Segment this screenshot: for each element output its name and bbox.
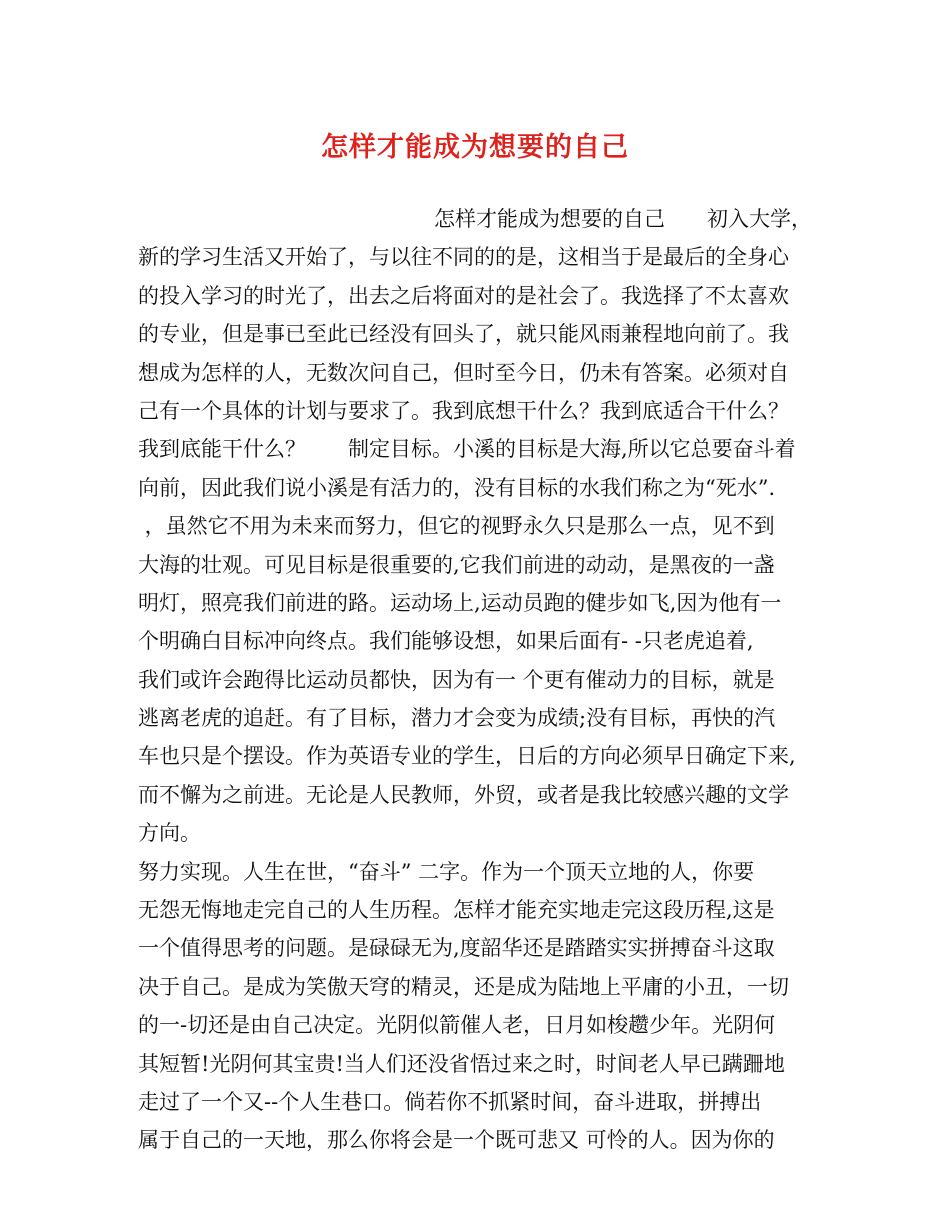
body-line-7: 我到底能干什么？ 制定目标。小溪的目标是大海,所以它总要奋斗着 [138,437,796,462]
body-line-15: 车也只是个摆设。作为英语专业的学生，日后的方向必须早日确定下来, [138,744,796,769]
body-line-22: 的一-切还是由自己决定。光阴似箭催人老，日月如梭趱少年。光阴何 [138,1013,776,1038]
body-line-20: 一个值得思考的问题。是碌碌无为,度韶华还是踏踏实实拼搏奋斗这取 [138,936,775,961]
body-line-18: 努力实现。人生在世，“奋斗” 二字。作为一个顶天立地的人，你要 [138,859,755,884]
body-line-10: 大海的壮观。可见目标是很重要的,它我们前进的动动，是黑夜的一盏 [138,552,775,577]
body-line-19: 无怨无悔地走完自己的人生历程。怎样才能充实地走完这段历程,这是 [138,898,775,923]
body-line-12: 个明确白目标冲向终点。我们能够设想，如果后面有- -只老虎追着, [138,629,754,654]
body-line-17: 方向。 [138,821,201,846]
body-line-16: 而不懈为之前进。无论是人民教师，外贸，或者是我比较感兴趣的文学 [138,782,789,807]
body-line-11: 明灯，照亮我们前进的路。运动场上,运动员跑的健步如飞,因为他有一 [138,590,782,615]
body-line-9: ，虽然它不用为未来而努力，但它的视野永久只是那么一点，见不到 [138,514,775,539]
body-line-13: 我们或许会跑得比运动员都快，因为有一 个更有催动力的目标，就是 [138,667,775,692]
document-title: 怎样才能成为想要的自己 [321,132,629,163]
body-line-2: 新的学习生活又开始了，与以往不同的的是，这相当于是最后的全身心 [138,245,789,270]
body-line-1: 怎样才能成为想要的自己 初入大学， [434,207,812,231]
body-line-21: 决于自己。是成为笑傲天穹的精灵，还是成为陆地上平庸的小丑，一切 [138,974,789,999]
body-line-8: 向前，因此我们说小溪是有活力的，没有目标的水我们称之为“死水”. [138,475,776,500]
body-line-3: 的投入学习的时光了，出去之后将面对的是社会了。我选择了不太喜欢 [138,283,789,308]
body-line-14: 逃离老虎的追赶。有了目标，潜力才会变为成绩;没有目标，再快的汽 [138,706,776,731]
body-line-24: 走过了一个又--个人生巷口。倘若你不抓紧时间，奋斗进取，拼搏出 [138,1089,762,1114]
document-body [138,200,818,1160]
body-line-25: 属于自己的一天地，那么你将会是一个既可悲又 可怜的人。因为你的 [138,1128,775,1153]
body-line-4: 的专业，但是事已至此已经没有回头了，就只能风雨兼程地向前了。我 [138,322,789,347]
body-line-5: 想成为怎样的人，无数次问自己，但时至今日，仍未有答案。必须对自 [138,360,789,385]
body-line-23: 其短暂!光阴何其宝贵!当人们还没省悟过来之时，时间老人早已蹒跚地 [138,1051,785,1076]
body-line-6: 己有一个具体的计划与要求了。我到底想干什么？我到底适合干什么？ [138,398,789,423]
